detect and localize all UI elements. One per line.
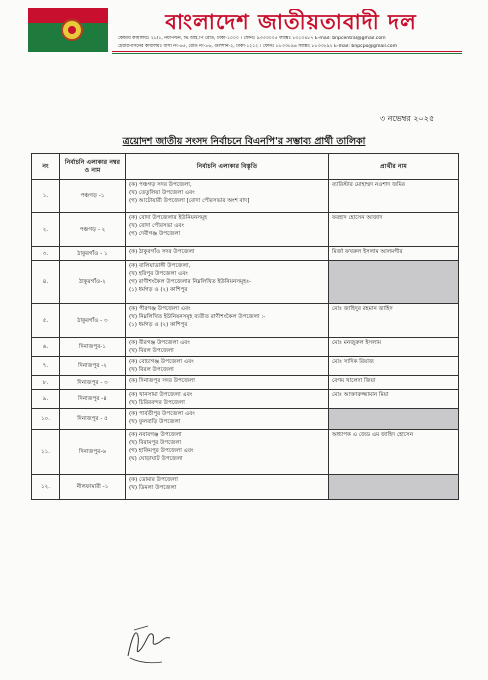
constituency-area — [126, 261, 329, 304]
constituency-name: দিনাজপুর -৪ — [60, 390, 126, 409]
constituency-name: পঞ্চগড় -১ — [60, 180, 126, 213]
constituency-area — [126, 390, 329, 409]
row-number: ৭. — [32, 357, 60, 376]
table-row — [32, 390, 459, 409]
constituency-area — [126, 409, 329, 430]
party-flag-logo — [28, 8, 108, 52]
constituency-name: দিনাজপুর - ৩ — [60, 376, 126, 390]
candidate-empty-cell — [329, 261, 459, 304]
area-line: (খ) নিম্নলিখিত ইউনিয়নসমূহ ব্যতীত রাণীশংকৈল উপজেলা :- — [129, 314, 266, 320]
row-number: ১২. — [32, 475, 60, 500]
constituency-area — [126, 304, 329, 338]
area-line: (ক) খানসামা উপজেলা এবং — [129, 392, 193, 398]
row-number: ১০. — [32, 409, 60, 430]
constituency-name: দিনাজপুর-৬ — [60, 430, 126, 475]
area-line: (গ) হাকিমপুর উপজেলা এবং — [129, 448, 194, 454]
constituency-area — [126, 247, 329, 261]
candidate-name: মোঃ আক্তারুজ্জামান মিয়া — [329, 390, 459, 409]
header-no: নং — [32, 154, 60, 180]
table-row — [32, 430, 459, 475]
area-line: (খ) বিরল উপজেলা — [129, 348, 174, 354]
document-date: ৩ নভেম্বর ২০২৫ — [380, 114, 435, 123]
area-line: (ঘ) ঘোড়াঘাট উপজেলা — [129, 456, 183, 462]
table-row — [32, 247, 459, 261]
emblem-center-icon — [68, 26, 76, 34]
area-line: (খ) বিরামপুর উপজেলা — [129, 440, 182, 446]
area-line: (গ) দেবীগঞ্জ উপজেলা — [129, 231, 181, 237]
area-line: (ক) পীরগঞ্জ উপজেলা এবং — [129, 306, 191, 312]
table-row — [32, 338, 459, 357]
row-number: ৯. — [32, 390, 60, 409]
constituency-name: দিনাজপুর-১ — [60, 338, 126, 357]
table-row — [32, 180, 459, 213]
table-row — [32, 376, 459, 390]
candidate-name: মির্জা ফখরুল ইসলাম আলমগীর — [329, 247, 459, 261]
row-number: ৩. — [32, 247, 60, 261]
row-number: ১১. — [32, 430, 60, 475]
area-line: (১) ধর্মগড় ও (২) কাশিপুর — [129, 287, 188, 293]
row-number: ৪. — [32, 261, 60, 304]
candidate-name: মোঃ সাদিক রিয়াজ — [329, 357, 459, 376]
handwritten-signature — [118, 606, 178, 666]
constituency-name: দিনাজপুর -২ — [60, 357, 126, 376]
candidate-name: বেগম খালেদা জিয়া — [329, 376, 459, 390]
area-line: (খ) বিরল উপজেলা — [129, 367, 174, 373]
row-number: ২. — [32, 213, 60, 247]
area-line: (ক) বোদা উপজেলার ইউনিয়নসমূহ — [129, 215, 208, 221]
letterhead-rule-red — [112, 51, 462, 52]
area-line: (খ) হরিপুর উপজেলা এবং — [129, 271, 188, 277]
table-row — [32, 261, 459, 304]
table-row — [32, 475, 459, 500]
constituency-name: ঠাকুরগাঁও-২ — [60, 261, 126, 304]
table-header-row — [32, 154, 459, 180]
row-number: ৬. — [32, 338, 60, 357]
table-row — [32, 304, 459, 338]
area-line: (ক) নবাবগঞ্জ উপজেলা — [129, 432, 182, 438]
document-title: ত্রয়োদশ জাতীয় সংসদ নির্বাচনে বিএনপি'র সম্ভাব্য প্রার্থী তালিকা — [122, 136, 366, 147]
constituency-area — [126, 430, 329, 475]
constituency-area — [126, 376, 329, 390]
header-area: নির্বাচনি এলাকার বিস্তৃতি — [126, 154, 329, 180]
row-number: ১. — [32, 180, 60, 213]
central-office-address: কেন্দ্রীয় কার্যালয়ঃ ২৮/১, নয়াপল্টন, ভি.আই.পি রোড, ঢাকা-১০০০ । ফোনঃ ৯৩৩৩০০৫ ফ্যাক্সঃ ৮৩১৩৪৮৭ E-mail: bnpcentral@gmail.com — [118, 36, 386, 41]
row-number: ৫. — [32, 304, 60, 338]
candidate-empty-cell — [329, 409, 459, 430]
table-row — [32, 357, 459, 376]
candidate-table — [31, 153, 459, 500]
header-candidate: প্রার্থীর নাম — [329, 154, 459, 180]
header-constituency: নির্বাচনি এলাকার নম্বর ও নাম — [60, 154, 126, 180]
letterhead-rule-green — [112, 53, 462, 54]
candidate-name: মোঃ জাহিদুর রহমান জাহিদ — [329, 304, 459, 338]
constituency-area — [126, 357, 329, 376]
area-line: (ক) বোচাগঞ্জ উপজেলা এবং — [129, 359, 194, 365]
constituency-area — [126, 475, 329, 500]
constituency-name: নীলফামারী -১ — [60, 475, 126, 500]
area-line: (গ) আটোয়ারী উপজেলা [বোদা পৌরসভার অংশ বাদ] — [129, 198, 250, 204]
area-line: (ক) দিনাজপুর সদর উপজেলা — [129, 378, 195, 384]
area-line: (খ) বোদা পৌরসভা এবং — [129, 223, 184, 229]
row-number: ৮. — [32, 376, 60, 390]
party-name: বাংলাদেশ জাতীয়তাবাদী দল — [165, 10, 417, 34]
area-line: (খ) চিরিরবন্দর উপজেলা — [129, 400, 185, 406]
constituency-area — [126, 338, 329, 357]
constituency-area — [126, 213, 329, 247]
candidate-name: মোঃ মনজুরুল ইসলাম — [329, 338, 459, 357]
area-line: (ক) ঠাকুরগাঁও সদর উপজেলা — [129, 249, 195, 255]
constituency-name: ঠাকুরগাঁও - ৩ — [60, 304, 126, 338]
constituency-area — [126, 180, 329, 213]
table-row — [32, 409, 459, 430]
constituency-name: পঞ্চগড় - ২ — [60, 213, 126, 247]
candidate-empty-cell — [329, 475, 459, 500]
area-line: (ক) বীরগঞ্জ উপজেলা এবং — [129, 340, 190, 346]
constituency-name: ঠাকুরগাঁও - ১ — [60, 247, 126, 261]
candidate-name: ফরহাদ হোসেন আজাদ — [329, 213, 459, 247]
constituency-name: দিনাজপুর - ৫ — [60, 409, 126, 430]
area-line: (ক) পার্বতীপুর উপজেলা এবং — [129, 411, 195, 417]
area-line: (ক) ডোমার উপজেলা — [129, 477, 178, 483]
area-line: (খ) ফুলবাড়ি উপজেলা — [129, 419, 181, 425]
area-line: (ক) পঞ্চগড় সদর উপজেলা, — [129, 182, 192, 188]
chairperson-office-address: চেয়ারপার্সনের কার্যালয়ঃ বাসা নং-৬৫, রোড নং-৮৬, গুলশান-২, ঢাকা-১২১২ । ফোনঃ ৮৮৩৩৮৯৬ ফ্যাক্সঃ ৮৮৩৩৮৯২ E-mail: bnpcpo@gmail.com — [118, 44, 398, 49]
candidate-name: ব্যারিস্টার মোহাম্মদ নওশাদ জমির — [329, 180, 459, 213]
candidate-name: অধ্যাপক এ জেড এম জাহিদ হোসেন — [329, 430, 459, 475]
area-line: (ক) বালিয়াডাঙ্গী উপজেলা, — [129, 263, 191, 269]
area-line: (খ) তেতুলিয়া উপজেলা এবং — [129, 190, 195, 196]
area-line: (গ) রাণীশংকৈল উপজেলার নিম্নলিখিত ইউনিয়নসমূহঃ- — [129, 279, 252, 285]
area-line: (খ) ডিমলা উপজেলা — [129, 485, 177, 491]
area-line: (১) ধর্মগড় ও (২) কাশিপুর — [129, 322, 188, 328]
table-row — [32, 213, 459, 247]
